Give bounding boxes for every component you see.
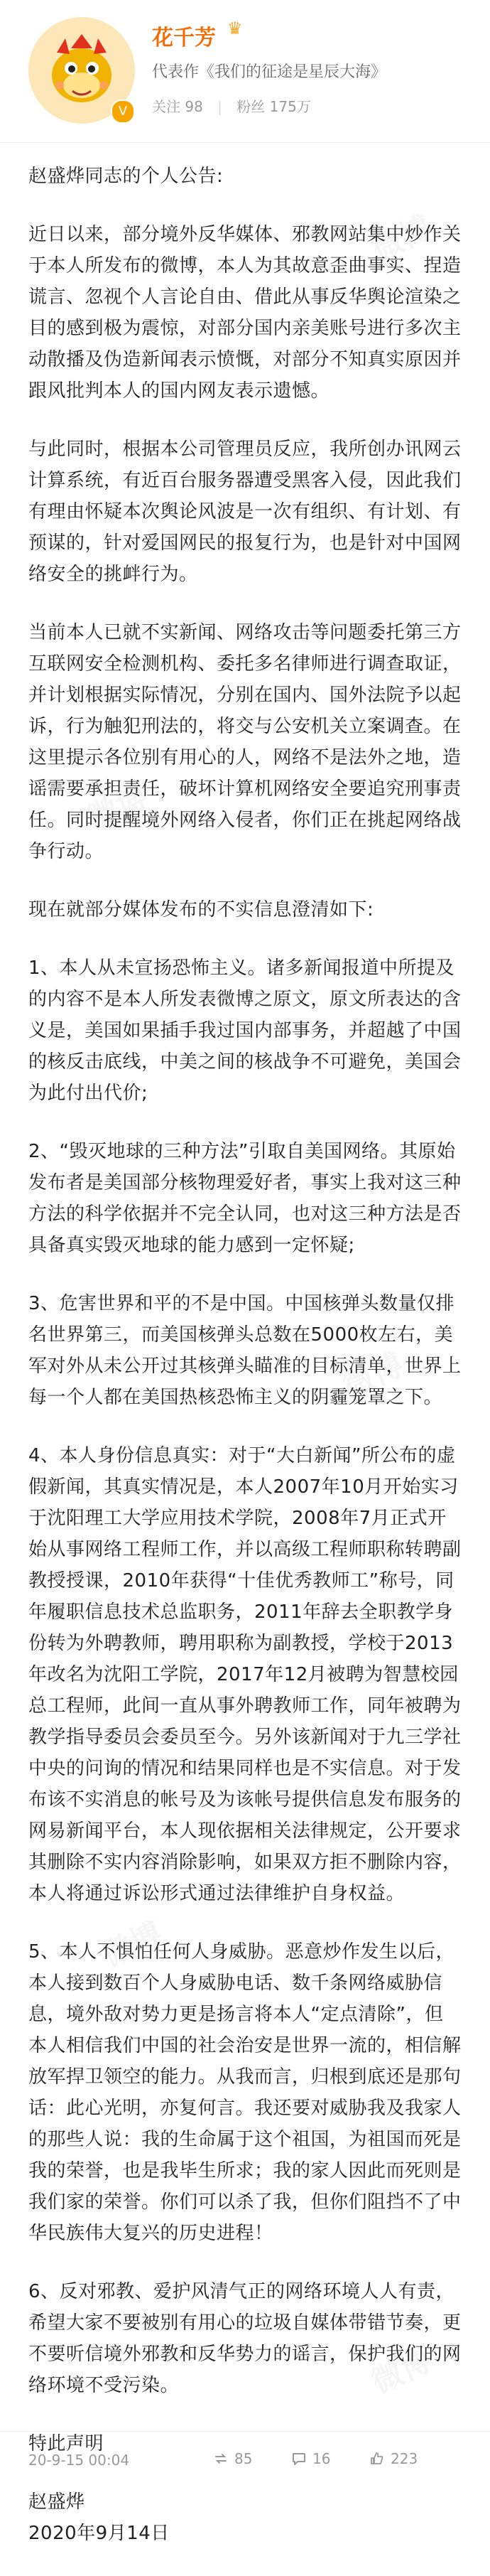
- follow-label[interactable]: 关注: [152, 98, 180, 115]
- post-footer: [0, 2431, 490, 2489]
- post-paragraph: 特此声明: [28, 2433, 104, 2454]
- post-paragraph: 赵盛烨同志的个人公告:: [28, 166, 224, 187]
- user-stats: [152, 95, 311, 116]
- profile-header: [0, 0, 490, 143]
- repost-icon: [213, 2451, 229, 2467]
- like-count: 223: [391, 2450, 418, 2467]
- comment-icon: [291, 2451, 307, 2467]
- comment-button[interactable]: [291, 2450, 330, 2467]
- post-paragraph: 6、反对邪教、爱护风清气正的网络环境人人有责，希望大家不要被别有用心的垃圾自媒体带错节奏，更不要听信境外邪教和反华势力的谣言，保护我们的网络环境不受污染。: [28, 2281, 462, 2396]
- user-name[interactable]: 花千芳: [152, 26, 216, 50]
- like-button[interactable]: [369, 2450, 418, 2467]
- fans-count[interactable]: 175万: [269, 98, 311, 115]
- like-icon: [369, 2451, 385, 2467]
- post-paragraph: 当前本人已就不实新闻、网络攻击等问题委托第三方互联网安全检测机构、委托多名律师进行调查取证，并计划根据实际情况，分别在国内、国外法院予以起诉，行为触犯刑法的，将交与公安机关立案调查。在这里提示各位别有用心的人，网络不是法外之地，造谣需要承担责任，破坏计算机网络安全要追究刑事责任。同时提醒境外网络入侵者，你们正在挑起网络战争行动。: [28, 622, 462, 862]
- post-paragraph: 2、“毁灭地球的三种方法”引取自美国网络。其原始发布者是美国部分核物理爱好者，事实上我对这三种方法的科学依据并不完全认同，也对这三种方法是否具备真实毁灭地球的能力感到一定怀疑;: [28, 1141, 462, 1256]
- representative-work: 代表作《我们的征途是星辰大海》: [152, 63, 387, 81]
- post-paragraph: 近日以来，部分境外反华媒体、邪教网站集中炒作关于本人所发布的微博，本人为其故意歪曲事实、捏造谎言、忽视个人言论自由、借此从事反华舆论渲染之目的感到极为震惊，对部分国内亲美账号进行多次主动散播及伪造新闻表示愤慨，对部分不知真实原因并跟风批判本人的国内网友表示遗憾。: [28, 224, 462, 402]
- post-timestamp: 20-9-15 00:04: [28, 2452, 130, 2469]
- post-paragraph: 现在就部分媒体发布的不实信息澄清如下:: [28, 899, 374, 921]
- fans-label[interactable]: 粉丝: [236, 98, 266, 115]
- post-paragraph: 与此同时，根据本公司管理员反应，我所创办讯网云计算系统，有近百台服务器遭受黑客入侵，因此我们有理由怀疑本次舆论风波是一次有组织、有计划、有预谋的，针对爱国网民的报复行为，也是针对中国网络安全的挑衅行为。: [28, 439, 462, 585]
- post-content: [28, 161, 462, 2576]
- post-signature: 赵盛烨 2020年9月14日: [28, 2491, 170, 2544]
- post-paragraph: 3、危害世界和平的不是中国。中国核弹头数量仅排名世界第三，而美国核弹头总数在5000枚左右，美军对外从未公开过其核弹头瞄准的目标清单，世界上每一个人都在美国热核恐怖主义的阴霾笼罩之下。: [28, 1293, 462, 1408]
- comment-count: 16: [312, 2450, 331, 2467]
- post-paragraph: 1、本人从未宣扬恐怖主义。诸多新闻报道中所提及的内容不是本人所发表微博之原文，原文所表达的含义是，美国如果插手我过国内部事务，并超越了中国的核反击底线，中美之间的核战争不可避免，美国会为此付出代价;: [28, 957, 462, 1104]
- stats-divider: |: [217, 98, 222, 115]
- verified-badge-icon: V: [111, 100, 135, 124]
- repost-count: 85: [234, 2450, 253, 2467]
- post-paragraph: 4、本人身份信息真实：对于“大白新闻”所公布的虚假新闻，其真实情况是，本人2007年10月开始实习于沈阳理工大学应用技术学院，2008年7月正式开始从事网络工程师工作，并以高级工程师职称转聘副教授授课，2010年获得“十佳优秀教师工”称号，同年履职信息技术总监职务，2011年辞去全职教学身份转为外聘教师，聘用职称为副教授，学校于2013年改名为沈阳工学院，2017年12月被聘为智慧校园总工程师，此间一直从事外聘教师工作，同年被聘为教学指导委员会委员至今。另外该新闻对于九三学社中央的问询的情况和结果同样也是不实信息。对于发布该不实消息的帐号及为该帐号提供信息发布服务的网易新闻平台，本人现依据相关法律规定，公开要求其删除不实内容消除影响，如果双方拒不删除内容，本人将通过诉讼形式通过法律维护自身权益。: [28, 1445, 462, 1904]
- crown-icon: ♛: [227, 18, 243, 38]
- repost-button[interactable]: [213, 2450, 252, 2467]
- follow-count[interactable]: 98: [185, 98, 203, 115]
- post-paragraph: 5、本人不惧怕任何人身威胁。恶意炒作发生以后，本人接到数百个人身威胁电话、数千条网络威胁信息，境外敌对势力更是扬言将本人“定点清除”，但本人相信我们中国的社会治安是世界一流的，相信解放军捍卫领空的能力。从我而言，归根到底还是那句话：此心光明，亦复何言。我还要对威胁我及我家人的那些人说：我的生命属于这个祖国，为祖国而死是我的荣誉，也是我毕生所求；我的家人因此而死则是我们家的荣誉。你们可以杀了我，但你们阻挡不了中华民族伟大复兴的历史进程！: [28, 1941, 462, 2244]
